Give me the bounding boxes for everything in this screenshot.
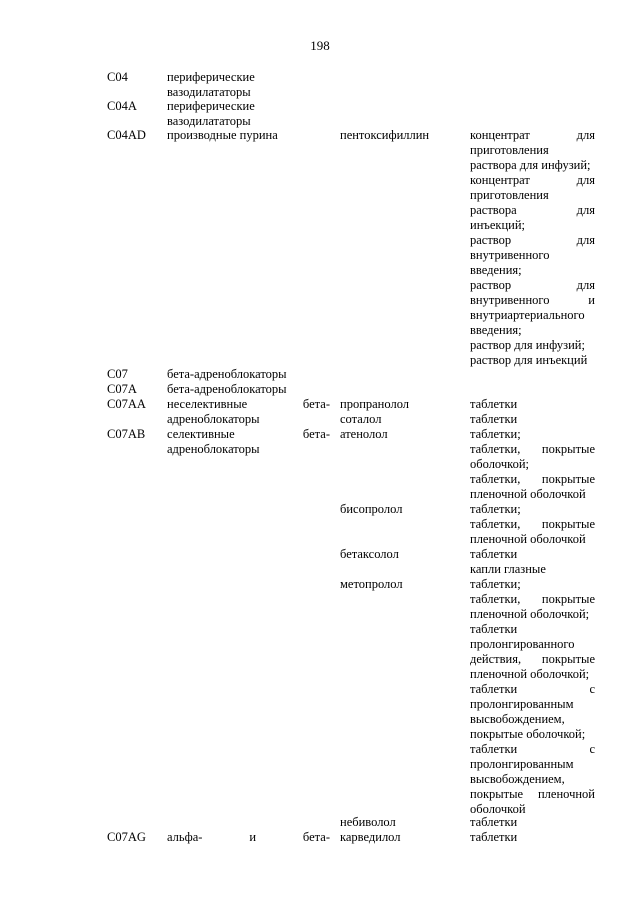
dosage-form-line: таблетки с: [470, 682, 595, 696]
drug-name: пропранолол: [340, 397, 410, 411]
name-line: бета-адреноблокаторы: [167, 367, 287, 381]
atc-code: C07AA: [107, 397, 146, 411]
dosage-form-line: приготовления: [470, 143, 549, 157]
name-line: вазодилататоры: [167, 114, 251, 128]
dosage-form-line: введения;: [470, 263, 522, 277]
atc-group-name: [167, 382, 330, 397]
dosage-form-line: внутривенного и: [470, 293, 595, 307]
dosage-form-line: таблетки: [470, 815, 518, 829]
dosage-form-line: концентрат для: [470, 173, 595, 187]
dosage-forms: [470, 397, 595, 412]
dosage-form-line: внутривенного: [470, 248, 550, 262]
name-line: адреноблокаторы: [167, 442, 260, 456]
dosage-form-line: оболочкой: [470, 802, 526, 816]
atc-group-name: [167, 99, 330, 129]
dosage-form-line: приготовления: [470, 188, 549, 202]
dosage-form-line: пленочной оболочкой: [470, 487, 586, 501]
dosage-form-line: таблетки, покрытые: [470, 472, 595, 486]
dosage-form-line: пролонгированного: [470, 637, 575, 651]
atc-code: C07AG: [107, 830, 146, 844]
dosage-form-line: раствора для: [470, 203, 595, 217]
drug-name: метопролол: [340, 577, 403, 591]
dosage-form-line: раствор для инфузий;: [470, 338, 585, 352]
dosage-forms: [470, 502, 595, 547]
dosage-form-line: таблетки, покрытые: [470, 517, 595, 531]
dosage-form-line: таблетки;: [470, 502, 521, 516]
dosage-form-line: покрытые пленочной: [470, 787, 595, 801]
atc-code: C07AB: [107, 427, 146, 441]
dosage-form-line: концентрат для: [470, 128, 595, 142]
name-line: производные пурина: [167, 128, 278, 142]
dosage-form-line: таблетки;: [470, 427, 521, 441]
atc-group-name: [167, 830, 330, 845]
atc-code: C04A: [107, 99, 137, 113]
dosage-forms: [470, 412, 595, 427]
drug-name: атенолол: [340, 427, 388, 441]
dosage-form-line: раствор для: [470, 233, 595, 247]
name-line: альфа- и бета-: [167, 830, 330, 844]
dosage-form-line: таблетки с: [470, 742, 595, 756]
dosage-forms: [470, 547, 595, 577]
dosage-form-line: капли глазные: [470, 562, 546, 576]
dosage-forms: [470, 128, 595, 368]
atc-code: C04: [107, 70, 128, 84]
dosage-form-line: инъекций;: [470, 218, 526, 232]
name-line: периферические: [167, 70, 255, 84]
atc-group-name: [167, 427, 330, 457]
name-line: бета-адреноблокаторы: [167, 382, 287, 396]
dosage-form-line: пленочной оболочкой: [470, 532, 586, 546]
drug-name: бетаксолол: [340, 547, 399, 561]
atc-group-name: [167, 128, 330, 143]
dosage-forms: [470, 577, 595, 817]
drug-name: карведилол: [340, 830, 401, 844]
dosage-form-line: таблетки: [470, 622, 518, 636]
drug-name: бисопролол: [340, 502, 403, 516]
drug-name: соталол: [340, 412, 382, 426]
dosage-forms: [470, 427, 595, 502]
dosage-form-line: таблетки: [470, 547, 518, 561]
name-line: селективные бета-: [167, 427, 330, 441]
name-line: вазодилататоры: [167, 85, 251, 99]
dosage-form-line: таблетки, покрытые: [470, 442, 595, 456]
dosage-form-line: покрытые оболочкой;: [470, 727, 586, 741]
name-line: адреноблокаторы: [167, 412, 260, 426]
dosage-form-line: внутриартериального: [470, 308, 585, 322]
dosage-form-line: введения;: [470, 323, 522, 337]
atc-code: C07: [107, 367, 128, 381]
dosage-form-line: раствор для: [470, 278, 595, 292]
dosage-form-line: таблетки: [470, 830, 518, 844]
atc-group-name: [167, 367, 330, 382]
name-line: неселективные бета-: [167, 397, 330, 411]
dosage-form-line: таблетки: [470, 412, 518, 426]
dosage-form-line: раствор для инъекций: [470, 353, 588, 367]
dosage-forms: [470, 830, 595, 845]
dosage-form-line: пленочной оболочкой;: [470, 667, 590, 681]
dosage-form-line: действия, покрытые: [470, 652, 595, 666]
dosage-form-line: таблетки: [470, 397, 518, 411]
dosage-form-line: таблетки;: [470, 577, 521, 591]
atc-group-name: [167, 70, 330, 100]
drug-name: пентоксифиллин: [340, 128, 430, 142]
dosage-form-line: высвобождением,: [470, 772, 565, 786]
atc-group-name: [167, 397, 330, 427]
page-number: 198: [310, 38, 330, 53]
name-line: периферические: [167, 99, 255, 113]
atc-code: C07A: [107, 382, 137, 396]
dosage-form-line: высвобождением,: [470, 712, 565, 726]
drug-name: небиволол: [340, 815, 396, 829]
dosage-form-line: оболочкой;: [470, 457, 529, 471]
dosage-form-line: таблетки, покрытые: [470, 592, 595, 606]
dosage-form-line: пленочной оболочкой;: [470, 607, 590, 621]
dosage-forms: [470, 815, 595, 830]
dosage-form-line: пролонгированным: [470, 697, 574, 711]
dosage-form-line: пролонгированным: [470, 757, 574, 771]
atc-code: C04AD: [107, 128, 146, 142]
dosage-form-line: раствора для инфузий;: [470, 158, 591, 172]
